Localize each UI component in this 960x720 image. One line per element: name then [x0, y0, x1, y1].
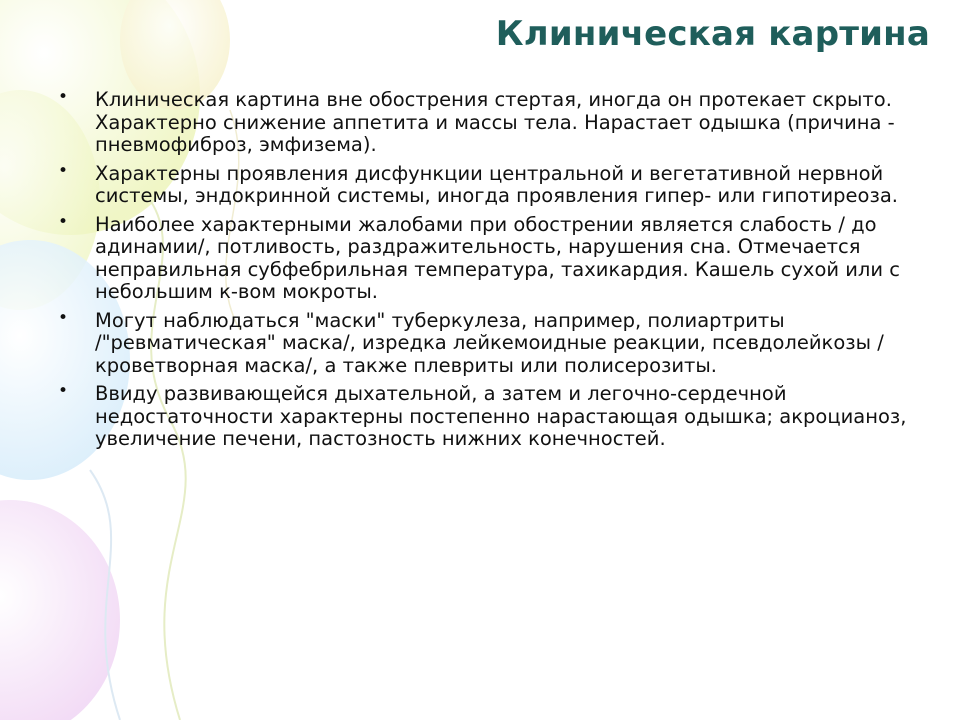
- balloon-purple: [0, 500, 120, 720]
- bullet-dot-icon: •: [58, 381, 69, 401]
- bullet-text: Могут наблюдаться "маски" туберкулеза, например, полиартриты /"ревматическая" маска/, изредка лейкемоидные реакции, псевдолейкозы /кроветворная маска/, а также плевриты или полисерозиты.: [95, 308, 884, 377]
- bullet-item: [58, 89, 918, 157]
- bullet-dot-icon: •: [58, 87, 69, 107]
- slide-title: Клиническая картина: [495, 14, 930, 54]
- bullet-text: Клиническая картина вне обострения стертая, иногда он протекает скрыто. Характерно снижение аппетита и массы тела. Нарастает одышка (причина - пневмофиброз, эмфизема).: [95, 88, 895, 156]
- bullet-text: Характерны проявления дисфункции центральной и вегетативной нервной системы, эндокринной системы, иногда проявления гипер- или гипотиреоза.: [95, 161, 899, 207]
- bullet-dot-icon: •: [58, 307, 69, 328]
- bullet-text: Ввиду развивающейся дыхательной, а затем и легочно-сердечной недостаточности характерны постепенно нарастающая одышка; акроцианоз, увеличение печени, пастозность нижних конечностей.: [95, 382, 907, 450]
- bullet-item: [58, 307, 918, 378]
- bullet-item: [58, 211, 918, 304]
- bullet-dot-icon: •: [58, 160, 69, 181]
- bullet-item: [58, 383, 918, 451]
- bullet-text: Наиболее характерными жалобами при обострении является слабость / до адинамии/, потливость, раздражительность, нарушения сна. Отмечается неправильная субфебрильная температура, тахикардия. Кашель сухой или с небольшим к-вом мокроты.: [95, 212, 900, 303]
- bullet-item: [58, 160, 918, 208]
- bullet-list: [58, 89, 918, 457]
- bullet-dot-icon: •: [58, 211, 69, 232]
